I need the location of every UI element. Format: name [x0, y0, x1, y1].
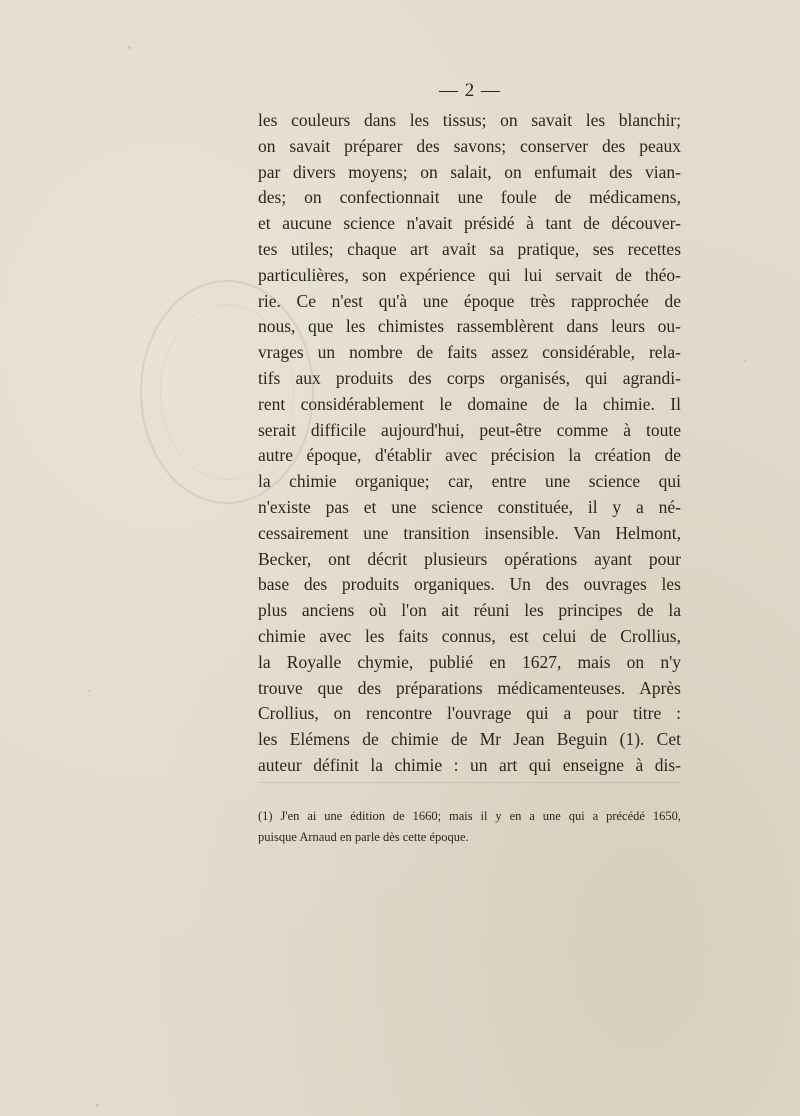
text-line: tes utiles; chaque art avait sa pratique, ses recettes [258, 238, 681, 259]
text-line: cessairement une transition insensible. Van Helmont, [258, 522, 681, 543]
text-line: base des produits organiques. Un des ouvrages les [258, 574, 681, 595]
text-line: par divers moyens; on salait, on enfumait des vian- [258, 161, 681, 182]
text-line: et aucune science n'avait présidé à tant de découver- [258, 213, 681, 234]
text-line: la Royalle chymie, publié en 1627, mais on n'y [258, 651, 681, 672]
text-line: serait difficile aujourd'hui, peut-être comme à toute [258, 419, 681, 440]
text-line: les Elémens de chimie de Mr Jean Beguin (1). Cet [258, 729, 681, 750]
footnote-block [258, 806, 681, 848]
text-line: plus anciens où l'on ait réuni les principes de la [258, 600, 681, 621]
text-line: chimie avec les faits connus, est celui de Crollius, [258, 625, 681, 646]
text-line: tifs aux produits des corps organisés, qui agrandi- [258, 367, 681, 388]
footnote-line: puisque Arnaud en parle dès cette époque. [258, 830, 469, 844]
text-line: Crollius, on rencontre l'ouvrage qui a pour titre : [258, 703, 681, 724]
paper-speck [88, 690, 90, 692]
text-line: nous, que les chimistes rassemblèrent dans leurs ou- [258, 316, 681, 337]
text-line: vrages un nombre de faits assez considérable, rela- [258, 342, 681, 363]
text-line: particulières, son expérience qui lui servait de théo- [258, 264, 681, 285]
text-line: les couleurs dans les tissus; on savait les blanchir; [258, 110, 681, 130]
paper-speck [744, 360, 746, 362]
text-line: auteur définit la chimie : un art qui enseigne à dis- [258, 754, 681, 775]
text-line: rie. Ce n'est qu'à une époque très rapprochée de [258, 290, 681, 311]
text-line: des; on confectionnait une foule de médicamens, [258, 187, 681, 208]
main-text-block [258, 108, 681, 779]
text-line: la chimie organique; car, entre une science qui [258, 471, 681, 492]
paper-speck [128, 46, 131, 49]
page-number: — 2 — [439, 80, 501, 101]
footnote-line: (1) J'en ai une édition de 1660; mais il y en a une qui a précédé 1650, [258, 809, 681, 823]
text-line: on savait préparer des savons; conserver des peaux [258, 135, 681, 156]
text-line: autre époque, d'établir avec précision la création de [258, 445, 681, 466]
paper-speck [96, 1104, 99, 1107]
text-line: Becker, ont décrit plusieurs opérations ayant pour [258, 548, 681, 569]
text-line: rent considérablement le domaine de la chimie. Il [258, 393, 681, 414]
text-line: n'existe pas et une science constituée, il y a né- [258, 496, 681, 517]
text-line: trouve que des préparations médicamenteuses. Après [258, 677, 681, 698]
footnote-separator [258, 782, 681, 783]
